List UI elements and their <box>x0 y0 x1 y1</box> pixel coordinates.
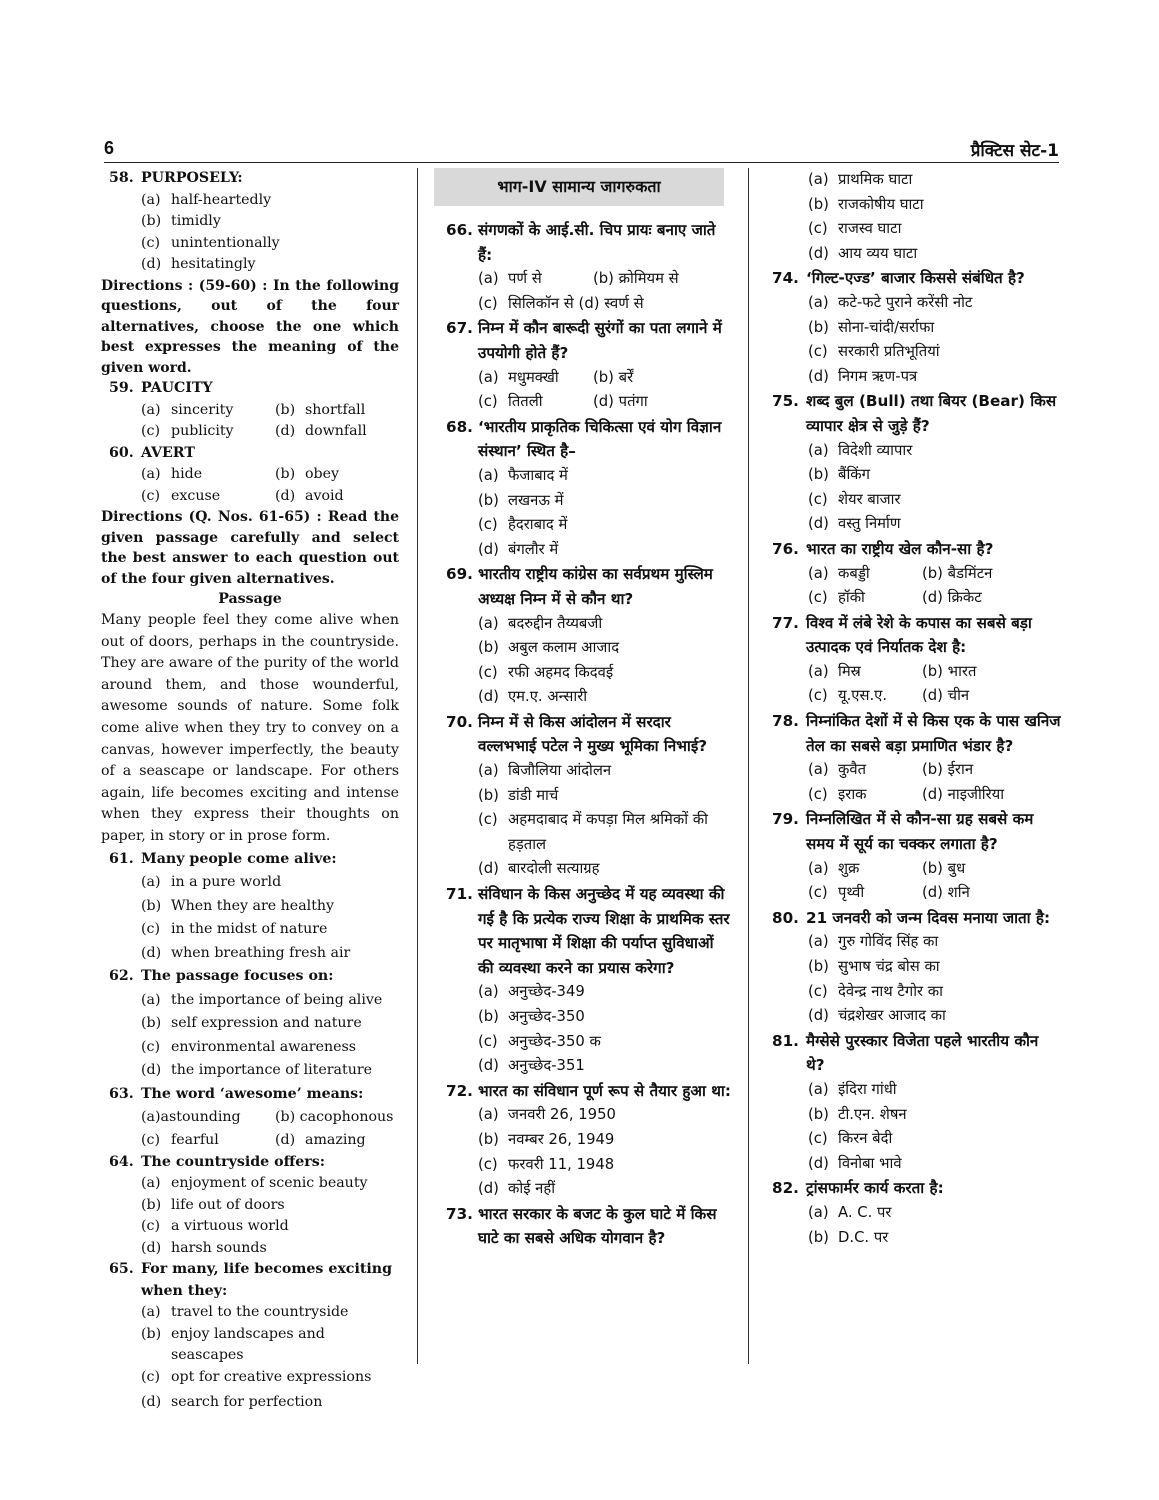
question-74: 74. ‘गिल्ट-एज्ड’ बाजार किससे संबंधित है? (a) कटे-फटे पुराने करेंसी नोट (b) सोना-चांदी/सर्राफा (c) सरकारी प्रतिभूतियां (d) निगम ऋण-पत्र <box>772 266 1062 389</box>
option[interactable]: (c) किरन बेदी <box>808 1130 893 1148</box>
option[interactable]: (b) बैडमिंटन <box>922 564 993 582</box>
option[interactable]: (c) शेयर बाजार <box>808 490 901 508</box>
option[interactable]: (a) पर्ण से <box>478 270 542 288</box>
option[interactable]: (c) हैदराबाद में <box>478 516 568 534</box>
question-67: 67. निम्न में कौन बारूदी सुरंगों का पता लगाने में उपयोगी होते हैं? (a) मधुमक्खी (b) बर्रें (c) तितली (d) पतंगा <box>446 316 731 414</box>
question-73: 73. भारत सरकार के बजट के कुल घाटे में किस घाटे का सबसे अधिक योगवान है? <box>446 1204 717 1248</box>
option[interactable]: (d) downfall <box>275 423 367 439</box>
option[interactable]: (a) astounding <box>141 1108 241 1125</box>
option[interactable]: (a) मिस्र <box>808 662 861 680</box>
option[interactable]: (b) बैंकिंग <box>808 466 870 484</box>
option[interactable]: (c) अहमदाबाद में कपड़ा मिल श्रमिकों की हड़ताल <box>478 811 708 853</box>
option[interactable]: (a) कटे-फटे पुराने करेंसी नोट <box>808 293 973 311</box>
option[interactable]: (a) फैजाबाद में <box>478 466 568 484</box>
option[interactable]: (c) यू.एस.ए. <box>808 687 888 705</box>
option[interactable]: (b) obey <box>275 466 340 482</box>
option[interactable]: (b) D.C. पर <box>808 1228 889 1246</box>
question-70: 70. निम्न में से किस आंदोलन में सरदार वल्लभभाई पटेल ने मुख्य भूमिका निभाई? (a) बिजौलिया आंदोलन (b) डांडी मार्च (c) अहमदाबाद में कपड़ा मिल श्रमिकों की हड़ताल (d) बारदोली सत्याग्रह <box>446 710 731 882</box>
option[interactable]: (a) half-heartedly <box>141 191 272 208</box>
option[interactable]: (d) amazing <box>275 1131 366 1148</box>
directions-61-65: Directions (Q. Nos. 61-65) : Read the given passage carefully and select the best answer to each question out of the four given alternatives. <box>101 509 399 587</box>
option[interactable]: (d) search for perfection <box>141 1394 323 1411</box>
question-72: 72. भारत का संविधान पूर्ण रूप से तैयार हुआ था: (a) जनवरी 26, 1950 (b) नवम्बर 26, 1949 (c) फरवरी 11, 1948 (d) कोई नहीं <box>446 1079 731 1202</box>
option[interactable]: (a) A. C. पर <box>808 1203 892 1221</box>
option[interactable]: (b) life out of doors <box>141 1196 285 1213</box>
option[interactable]: (a) travel to the countryside <box>141 1304 349 1321</box>
option[interactable]: (b) टी.एन. शेषन <box>808 1105 907 1123</box>
question-75: 75. शब्द बुल (Bull) तथा बियर (Bear) किस व्यापार क्षेत्र से जुड़े हैं? (a) विदेशी व्यापार (b) बैंकिंग (c) शेयर बाजार (d) वस्तु निर्माण <box>772 389 1062 537</box>
option[interactable]: (d) नाइजीरिया <box>922 785 1005 803</box>
option[interactable]: (c) तितली <box>478 393 543 411</box>
option[interactable]: (b) enjoy landscapes and seascapes <box>141 1325 325 1364</box>
question-64: 64. The countryside offers: (a) enjoyment of scenic beauty (b) life out of doors (c) a virtuous world (d) harsh sounds <box>101 1152 399 1260</box>
option[interactable]: (d) क्रिकेट <box>922 589 982 607</box>
column-divider <box>748 168 749 1364</box>
passage-text: Many people feel they come alive when out of doors, perhaps in the countryside. They are aware of the purity of the world around them, and those wounderful, awesome sounds of nature. Some folk come alive when they try to convey on a canvas, however imperfectly, the beauty of a seascape or landscape. For others again, life becomes exciting and intense when they express their thoughts on paper, in story or in prose form. <box>101 612 399 844</box>
option[interactable]: (c) सरकारी प्रतिभूतियां <box>808 343 940 361</box>
option[interactable]: (b) अबुल कलाम आजाद <box>478 639 620 657</box>
option[interactable]: (b) क्रोमियम से <box>593 270 679 288</box>
section-heading: भाग-IV सामान्य जागरुकता <box>434 168 724 206</box>
set-title: प्रैक्टिस सेट-1 <box>970 141 1059 161</box>
option[interactable]: (d) स्वर्ण से <box>578 294 644 312</box>
question-66: 66. संगणकों के आई.सी. चिप प्रायः बनाए जाते हैं: (a) पर्ण से (b) क्रोमियम से (c) सिलिकॉन से (d) स्वर्ण से <box>446 218 731 316</box>
option[interactable]: (c) excuse <box>141 487 221 504</box>
option[interactable]: (c) fearful <box>141 1131 219 1148</box>
column-english <box>101 168 399 1414</box>
question-80: 80. 21 जनवरी को जन्म दिवस मनाया जाता है: (a) गुरु गोविंद सिंह का (b) सुभाष चंद्र बोस का (c) देवेन्द्र नाथ टैगोर का (d) चंद्रशेखर आजाद का <box>772 906 1062 1029</box>
option[interactable]: (a) प्राथमिक घाटा <box>808 171 913 188</box>
option[interactable]: (d) विनोबा भावे <box>808 1154 902 1172</box>
question-59: 59. PAUCITY (a) sincerity (b) shortfall (c) publicity (d) downfall <box>101 378 399 443</box>
option[interactable]: (c) रफी अहमद किदवई <box>478 663 614 681</box>
option[interactable]: (a) बिजौलिया आंदोलन <box>478 762 612 780</box>
option[interactable]: (c) सिलिकॉन से <box>478 294 574 312</box>
option[interactable]: (d) निगम ऋण-पत्र <box>808 367 918 385</box>
option[interactable]: (c) अनुच्छेद-350 क <box>478 1032 601 1050</box>
question-71: 71. संविधान के किस अनुच्छेद में यह व्यवस्था की गई है कि प्रत्येक राज्य शिक्षा के प्राथमिक स्तर पर मातृभाषा में शिक्षा की पर्याप्त सुविधाओं की व्यवस्था करने का प्रयास करेगा? (a) अनुच्छेद-349 (b) अनुच्छेद-350 (c) अनुच्छेद-350 क (d) अनुच्छेद-351 <box>446 882 731 1079</box>
question-79: 79. निम्नलिखित में से कौन-सा ग्रह सबसे कम समय में सूर्य का चक्कर लगाता है? (a) शुक्र (b) बुध (c) पृथ्वी (d) शनि <box>772 807 1062 905</box>
option[interactable]: (a) अनुच्छेद-349 <box>478 983 585 1001</box>
question-81: 81. मैग्सेसे पुरस्कार विजेता पहले भारतीय कौन थे? (a) इंदिरा गांधी (b) टी.एन. शेषन (c) किरन बेदी (d) विनोबा भावे <box>772 1029 1062 1177</box>
option[interactable]: (a) sincerity <box>141 401 234 418</box>
option[interactable]: (d) चंद्रशेखर आजाद का <box>808 1007 946 1025</box>
option[interactable]: (d) अनुच्छेद-351 <box>478 1057 585 1075</box>
option[interactable]: (d) पतंगा <box>593 393 648 411</box>
option[interactable]: (a) कबड्डी <box>808 564 870 582</box>
option[interactable]: (d) avoid <box>275 487 344 504</box>
option[interactable]: (b) shortfall <box>275 401 366 418</box>
question-65: 65. For many, life becomes exciting when they: (a) travel to the countryside (b) enjoy landscapes and seascapes (c) opt for creative expressions (d) search for perfection <box>101 1259 399 1414</box>
option[interactable]: (d) एम.ए. अन्सारी <box>478 688 588 706</box>
question-63: 63. The word ‘awesome’ means: (a) astounding (b) cacophonous (c) fearful (d) amazing <box>101 1083 399 1152</box>
option[interactable]: (a) शुक्र <box>808 859 860 877</box>
option[interactable]: (d) चीन <box>922 687 970 705</box>
option[interactable]: (b) self expression and nature <box>141 1015 362 1032</box>
option[interactable]: (d) आय व्यय घाटा <box>808 244 918 262</box>
option[interactable]: (c) फरवरी 11, 1948 <box>478 1155 615 1173</box>
option[interactable]: (a) बदरुद्दीन तैय्यबजी <box>478 614 603 632</box>
option[interactable]: (a) विदेशी व्यापार <box>808 441 913 459</box>
option[interactable]: (b) लखनऊ में <box>478 491 564 509</box>
directions-59-60: Directions : (59-60) : In the following questions, out of the four alternatives, choose the one which best expresses the meaning of the given word. <box>101 277 399 376</box>
option[interactable]: (c) पृथ्वी <box>808 884 865 902</box>
column-divider <box>417 168 418 1364</box>
option[interactable]: (a) गुरु गोविंद सिंह का <box>808 933 939 951</box>
option[interactable]: (b) ईरान <box>922 761 974 779</box>
option[interactable]: (d) बंगलौर में <box>478 540 559 558</box>
option[interactable]: (c) देवेन्द्र नाथ टैगोर का <box>808 982 943 1000</box>
option[interactable]: (b) राजकोषीय घाटा <box>808 195 924 213</box>
question-58: 58. PURPOSELY: (a) half-heartedly (b) timidly (c) unintentionally (d) hesitatingly <box>101 168 399 276</box>
option[interactable]: (b) When they are healthy <box>141 897 335 914</box>
option[interactable]: (b) अनुच्छेद-350 <box>478 1008 585 1025</box>
option[interactable]: (d) hesitatingly <box>141 256 256 272</box>
question-68: 68. ‘भारतीय प्राकृतिक चिकित्सा एवं योग विज्ञान संस्थान’ स्थित है– (a) फैजाबाद में (b) लखनऊ में (c) हैदराबाद में (d) बंगलौर में <box>446 415 731 563</box>
column-hindi-right <box>772 168 1062 1250</box>
option[interactable]: (b) सुभाष चंद्र बोस का <box>808 958 940 975</box>
option[interactable]: (a) इंदिरा गांधी <box>808 1080 897 1098</box>
option[interactable]: (b) नवम्बर 26, 1949 <box>478 1130 615 1148</box>
question-60: 60. AVERT (a) hide (b) obey (c) excuse (d) avoid <box>101 443 399 508</box>
option[interactable]: (a) मधुमक्खी <box>478 368 559 386</box>
option[interactable]: (a) in a pure world <box>141 874 282 891</box>
question-82: 82. ट्रांसफार्मर कार्य करता है: (a) A. C. पर (b) D.C. पर <box>772 1176 1062 1250</box>
option[interactable]: (d) बारदोली सत्याग्रह <box>478 860 600 878</box>
option[interactable]: (c) unintentionally <box>141 234 280 251</box>
option[interactable]: (d) harsh sounds <box>141 1239 267 1256</box>
option[interactable]: (b) cacophonous <box>275 1108 394 1125</box>
option[interactable]: (a) the importance of being alive <box>141 991 383 1008</box>
option[interactable]: (a) कुवैत <box>808 761 867 779</box>
question-62: 62. The passage focuses on: (a) the importance of being alive (b) self expression and nature (c) environmental awareness (d) the importance of literature <box>101 965 399 1083</box>
option[interactable]: (b) timidly <box>141 213 221 229</box>
option[interactable]: (d) when breathing fresh air <box>141 944 351 961</box>
column-hindi-middle <box>446 168 731 1251</box>
option[interactable]: (c) opt for creative expressions <box>141 1368 372 1385</box>
option[interactable]: (c) हॉकी <box>808 589 865 607</box>
option[interactable]: (b) भारत <box>922 662 977 680</box>
option[interactable]: (c) publicity <box>141 423 234 439</box>
option[interactable]: (c) environmental awareness <box>141 1038 357 1055</box>
question-76: 76. भारत का राष्ट्रीय खेल कौन-सा है? (a) कबड्डी (b) बैडमिंटन (c) हॉकी (d) क्रिकेट <box>772 537 1062 611</box>
question-73-options <box>772 168 1062 266</box>
option[interactable]: (a) hide <box>141 466 203 482</box>
option[interactable]: (c) इराक <box>808 785 867 803</box>
option[interactable]: (b) डांडी मार्च <box>478 786 559 804</box>
option[interactable]: (d) शनि <box>922 884 970 902</box>
question-77: 77. विश्व में लंबे रेशे के कपास का सबसे बड़ा उत्पादक एवं निर्यातक देश है: (a) मिस्र (b) भारत (c) यू.एस.ए. (d) चीन <box>772 611 1062 709</box>
option[interactable]: (d) the importance of literature <box>141 1062 373 1079</box>
option[interactable]: (b) बुध <box>922 859 966 877</box>
option[interactable]: (a) enjoyment of scenic beauty <box>141 1175 368 1192</box>
question-69: 69. भारतीय राष्ट्रीय कांग्रेस का सर्वप्रथम मुस्लिम अध्यक्ष निम्न में से कौन था? (a) बदरुद्दीन तैय्यबजी (b) अबुल कलाम आजाद (c) रफी अहमद किदवई (d) एम.ए. अन्सारी <box>446 562 731 710</box>
option[interactable]: (b) सोना-चांदी/सर्राफा <box>808 318 935 336</box>
option[interactable]: (b) बर्रें <box>593 368 634 386</box>
option[interactable]: (c) a virtuous world <box>141 1218 289 1235</box>
question-78: 78. निम्नांकित देशों में से किस एक के पास खनिज तेल का सबसे बड़ा प्रमाणित भंडार है? (a) कुवैत (b) ईरान (c) इराक (d) नाइजीरिया <box>772 709 1062 807</box>
option[interactable]: (a) जनवरी 26, 1950 <box>478 1106 616 1124</box>
option[interactable]: (c) in the midst of nature <box>141 921 328 938</box>
question-61: 61. Many people come alive: (a) in a pure world (b) When they are healthy (c) in the midst of nature (d) when breathing fresh air <box>101 848 399 966</box>
page-header <box>104 138 1059 163</box>
option[interactable]: (c) राजस्व घाटा <box>808 220 902 238</box>
option[interactable]: (d) कोई नहीं <box>478 1180 556 1198</box>
option[interactable]: (d) वस्तु निर्माण <box>808 515 901 533</box>
page-number: 6 <box>104 138 115 158</box>
passage-title: Passage <box>218 591 282 607</box>
